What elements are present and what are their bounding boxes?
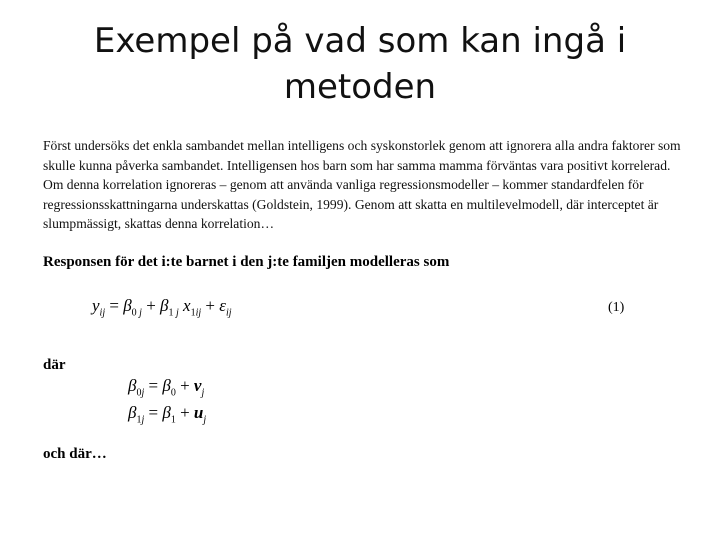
- model-intro-text: Responsen för det i:te barnet i den j:te familjen modelleras som: [43, 254, 450, 270]
- equation-number: (1): [608, 300, 625, 315]
- dar-label: där: [43, 357, 66, 373]
- main-equation: $y_{ij} = \beta_{0 j} + \beta_{1 j}$ $x_{1ij} + \varepsilon_{ij}$: [92, 296, 232, 319]
- body-paragraph: Först undersöks det enkla sambandet mellan intelligens och syskonstorlek genom att ignorera alla andra faktorer som skulle kunna påverka sambandet. Intelligensen hos barn som har samma mamma förväntas vara positivt korrelerad. Om denna korrelation ignoreras – genom att använda vanliga regressionsmodeller – kommer standardfelen för regressionsskattningarna underskattas (Goldstein, 1999). Genom att skatta en multilevelmodell, där interceptet är slumpmässigt, skattas denna korrelation…: [43, 138, 681, 231]
- beta0-equation: $\beta_{0j} = \beta_0 + v_j$: [128, 376, 205, 399]
- och-dar-label: och där…: [43, 446, 107, 462]
- slide-title: Exempel på vad som kan ingå i metoden: [93, 21, 627, 107]
- beta1-equation: $\beta_{1j} = \beta_1 + u_j$: [128, 403, 207, 426]
